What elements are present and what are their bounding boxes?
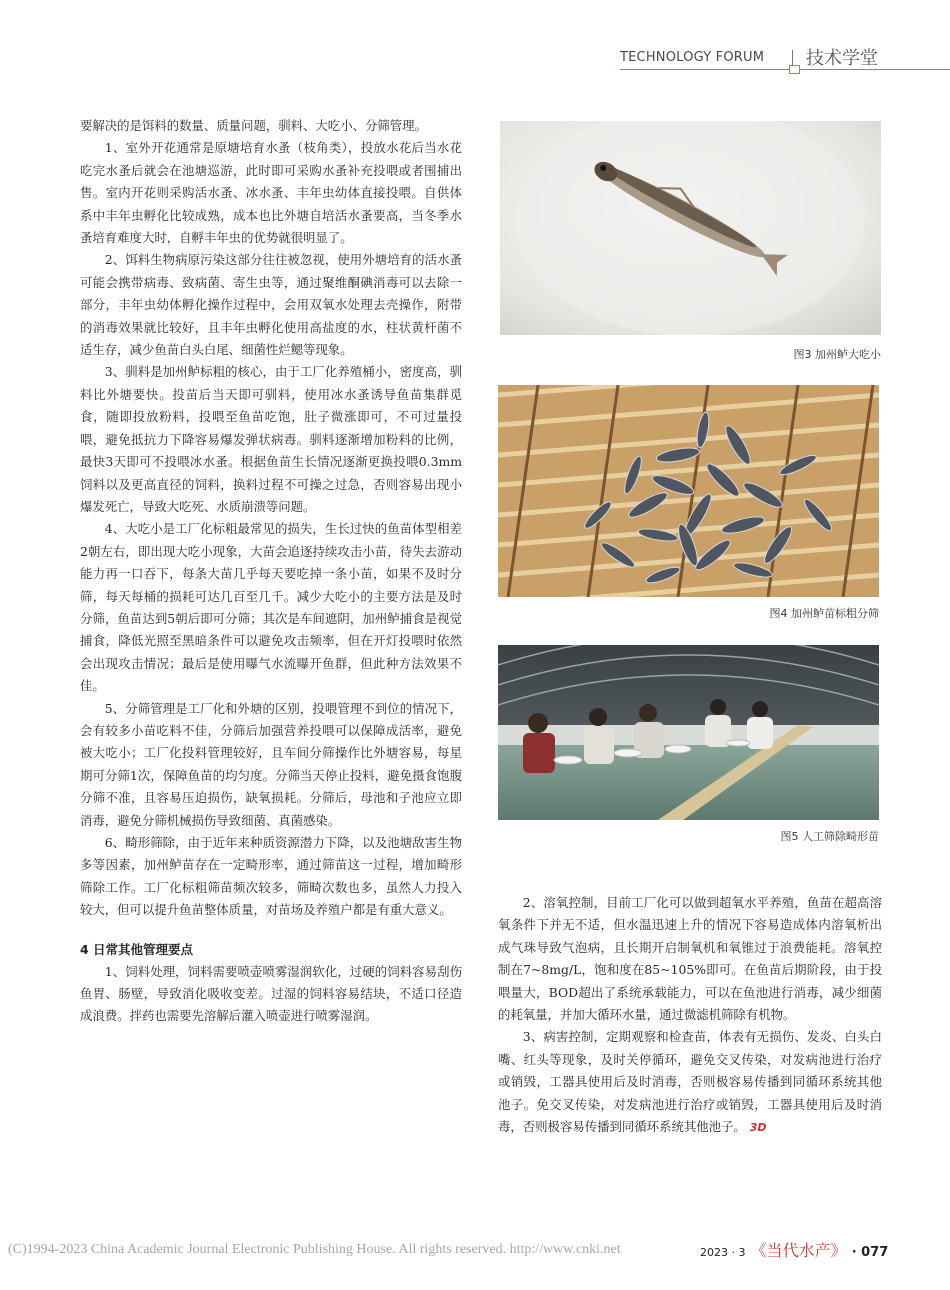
section-heading-4: 4 日常其他管理要点 bbox=[80, 941, 194, 957]
disease-control-text: 3、病害控制，定期观察和检查苗，体表有无损伤、发炎、白头白嘴、红头等现象，及时关停循环，避免交叉传染，对发病池进行治疗或销毁，工器具使用后及时消毒，否则极容易传播到同循环系统其他池子。免交叉传染，对发病池进行治疗或销毁，工器具使用后及时消毒，否则极容易传播到同循环系统其他池子。 bbox=[498, 1029, 882, 1135]
header-section-en: TECHNOLOGY FORUM bbox=[620, 50, 765, 65]
figure-4-caption: 图4 加州鲈苗标粗分筛 bbox=[769, 607, 879, 620]
figure-3-caption: 图3 加州鲈大吃小 bbox=[793, 348, 881, 361]
figure-4-photo bbox=[498, 385, 879, 597]
right-column bbox=[498, 892, 882, 1139]
header-rule bbox=[620, 69, 950, 70]
footer-page-number: · 077 bbox=[851, 1245, 889, 1260]
header-section-zh: 技术学堂 bbox=[806, 48, 878, 69]
paragraph-item-3: 3、驯料是加州鲈标粗的核心，由于工厂化养殖桶小，密度高，驯料比外塘要快。投苗后当天即可驯料，使用冰水蚤诱导鱼苗集群觅食，随即投放粉料，投喂至鱼苗吃饱，肚子微涨即可，不可过量投喂，避免抵抗力下降容易爆发弹状病毒。驯料逐渐增加粉料的比例，最快3天即可不投喂冰水蚤。根据鱼苗生长情况逐渐更换投喂0.3mm饲料以及更高直径的饲料，换料过程不可操之过急，否则容易出现小爆发死亡，导致大吃死、水质崩溃等问题。 bbox=[80, 364, 462, 514]
paragraph-oxygen-control: 2、溶氧控制，目前工厂化可以做到超氧水平养殖，鱼苗在超高溶氧条件下并无不适，但水温迅速上升的情况下容易造成体内溶氧析出成气珠导致气泡病，且长期开启制氧机和氧锥过于浪费能耗。溶氧控制在7~8mg/L，饱和度在85~105%即可。在鱼苗后期阶段，由于投喂量大，BOD超出了系统承载能力，可以在鱼池进行消毒，减少细菌的耗氧量，并加大循环水量，通过微滤机筛除有机物。 bbox=[498, 895, 882, 1023]
paragraph-item-6: 6、畸形筛除，由于近年来种质资源潜力下降，以及池塘敌害生物多等因素，加州鲈苗存在一定畸形率，通过筛苗这一过程，增加畸形筛除工作。工厂化标粗筛苗频次较多，筛畸次数也多，虽然人力投入较大，但可以提升鱼苗整体质量，对苗场及养殖户都是有重大意义。 bbox=[80, 835, 462, 918]
footer-journal: 《当代水产》 bbox=[750, 1241, 847, 1260]
paragraph-continued: 要解决的是饵料的数量、质量问题，驯料、大吃小、分筛管理。 bbox=[80, 118, 427, 133]
figure-3-photo bbox=[500, 121, 881, 335]
paragraph-item-4: 4、大吃小是工厂化标粗最常见的损失，生长过快的鱼苗体型相差2朝左右，即出现大吃小现象，大苗会追逐持续攻击小苗，待失去游动能力再一口吞下，每条大苗几乎每天要吃掉一条小苗，如果不及时分筛，每天每桶的损耗可达几百至几千。减少大吃小的主要方法是及时分筛，鱼苗达到5朝后即可分筛；其次是车间遮阴，加州鲈捕食是视觉捕食，降低光照至黑暗条件可以避免攻击频率，但在开灯投喂时依然会出现攻击情况；最后是使用曝气水流曝开鱼群，但此种方法效果不佳。 bbox=[80, 521, 462, 694]
header-rule-marker bbox=[789, 65, 800, 74]
paragraph-item-1: 1、室外开花通常是原塘培育水蚤（枝角类），投放水花后当水花吃完水蚤后就会在池塘巡游，此时即可采购水蚤补充投喂或者围捕出售。室内开花则采购活水蚤、冰水蚤、丰年虫幼体直接投喂。自供体系中丰年虫孵化比较成熟，成本也比外塘自培活水蚤要高，当冬季水蚤培育难度大时，自孵丰年虫的优势就很明显了。 bbox=[80, 140, 462, 246]
footer-issue: 2023 · 3 bbox=[700, 1246, 746, 1259]
figure-5-caption: 图5 人工筛除畸形苗 bbox=[780, 830, 879, 843]
footer-copyright: (C)1994-2023 China Academic Journal Electronic Publishing House. All rights reserved. http://www.cnki.net bbox=[8, 1242, 621, 1257]
paragraph-item-5: 5、分筛管理是工厂化和外塘的区别，投喂管理不到位的情况下，会有较多小苗吃料不佳，分筛后加强营养投喂可以保障成活率，避免被大吃小；工厂化投料管理较好，且车间分筛操作比外塘容易，每星期可分筛1次，保障鱼苗的均匀度。分筛当天停止投料，避免摄食饱腹分筛不准，且容易压迫损伤，缺氧损耗。分筛后，母池和子池应立即消毒，避免分筛机械损伤导致细菌、真菌感染。 bbox=[80, 700, 462, 828]
figure-5-photo bbox=[498, 645, 879, 820]
end-mark-icon: 3D bbox=[749, 1121, 767, 1135]
paragraph-disease-control bbox=[498, 1026, 882, 1139]
left-column bbox=[80, 115, 462, 1028]
footer-page-info bbox=[700, 1238, 888, 1261]
paragraph-item-2: 2、饵料生物病原污染这部分往往被忽视，使用外塘培育的活水蚤可能会携带病毒、致病菌、寄生虫等，通过聚维酮碘消毒可以去除一部分，丰年虫幼体孵化操作过程中，会用双氧水处理去壳操作，附带的消毒效果就比较好，且丰年虫孵化使用高盐度的水，柱状黄杆菌不适生存，减少鱼苗白头白尾、细菌性烂鳃等现象。 bbox=[80, 252, 462, 358]
paragraph-feed-processing: 1、饲料处理，饲料需要喷壶喷雾湿润软化，过硬的饲料容易刮伤鱼胃、肠壁，导致消化吸收变差。过湿的饲料容易结块，不适口径造成浪费。拌药也需要先溶解后灌入喷壶进行喷雾湿润。 bbox=[80, 963, 462, 1024]
